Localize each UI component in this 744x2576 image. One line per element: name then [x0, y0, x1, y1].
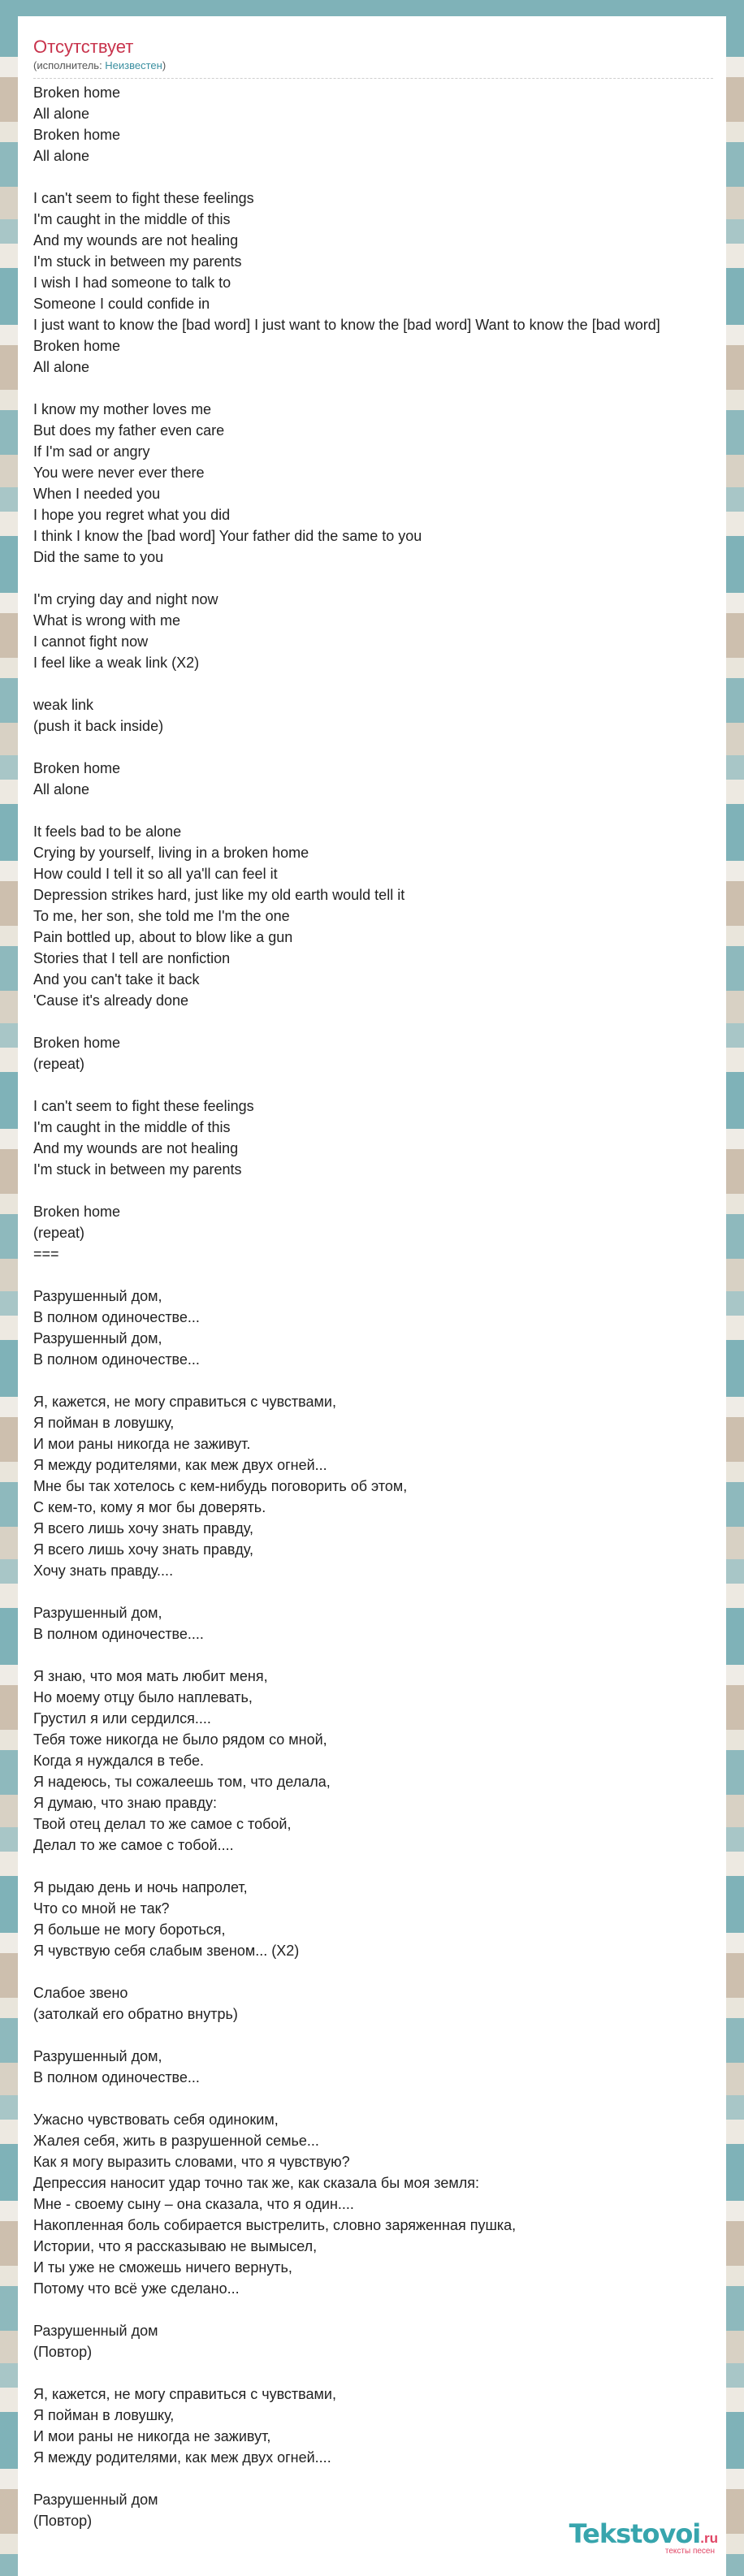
- logo-tld: .ru: [700, 2531, 718, 2546]
- artist-link[interactable]: Неизвестен: [105, 59, 162, 71]
- logo-main-text: Tekstovoi: [569, 2518, 701, 2549]
- logo-tagline: тексты песен: [664, 2547, 715, 2556]
- artist-prefix: (исполнитель:: [33, 59, 106, 71]
- artist-line: [33, 58, 713, 79]
- lyrics-text: Broken home All alone Broken home All alone I can't seem to fight these feelings I'm caught in the middle of this And my wounds are not healing I'm stuck in between my parents I wish I had someone to talk to Someone I could confide in I just want to know the [bad word] I just want to know the [bad word] Want to know the [bad word] Broken home All alone I know my mother loves me But does my father even care If I'm sad or angry You were never ever there When I needed you I hope you regret what you did I think I know the [bad word] Your father did the same to you Did the same to you I'm crying day and night now What is wrong with me I cannot fight now I feel like a weak link (X2) weak link (push it back inside) Broken home All alone It feels bad to be alone Crying by yourself, living in a broken home How could I tell it so all ya'll can feel it Depression strikes hard, just like my old earth would tell it To me, her son, she told me I'm the one Pain bottled up, about to blow like a gun Stories that I tell are nonfiction And you can't take it back 'Cause it's already done Broken home (repeat) I can't seem to fight these feelings I'm caught in the middle of this And my wounds are not healing I'm stuck in between my parents Broken home (repeat) === Разрушенный дом, В полном одиночестве... Разрушенный дом, В полном одиночестве... Я, кажется, не могу справиться с чувствами, Я пойман в ловушку, И мои раны никогда не заживут. Я между родителями, как меж двух огней... Мне бы так хотелось с кем-нибудь поговорить об этом, С кем-то, кому я мог бы доверять. Я всего лишь хочу знать правду, Я всего лишь хочу знать правду, Хочу знать правду.... Разрушенный дом, В полном одиночестве.... Я знаю, что моя мать любит меня, Но моему отцу было наплевать, Грустил я или сердился.... Тебя тоже никогда не было рядом со мной, Когда я нуждался в тебе. Я надеюсь, ты сожалеешь том, что делала, Я думаю, что знаю правду: Твой отец делал то же самое с тобой, Делал то же самое с тобой.... Я рыдаю день и ночь напролет, Что со мной не так? Я больше не могу бороться, Я чувствую себя слабым звеном... (X2) Слабое звено (затолкай его обратно внутрь) Разрушенный дом, В полном одиночестве... Ужасно чувствовать себя одиноким, Жалея себя, жить в разрушенной семье... Как я могу выразить словами, что я чувствую? Депрессия наносит удар точно так же, как сказала бы моя земля: Мне - своему сыну – она сказала, что я один.... Накопленная боль собирается выстрелить, словно заряженная пушка, Истории, что я рассказываю не вымысел, И ты уже не сможешь ничего вернуть, Потому что всё уже сделано... Разрушенный дом (Повтор) Я, кажется, не могу справиться с чувствами, Я пойман в ловушку, И мои раны не никогда не заживут, Я между родителями, как меж двух огней.... Разрушенный дом (Повтор): [33, 84, 660, 2529]
- logo-wordmark: [556, 2520, 718, 2548]
- artist-suffix: ): [162, 59, 167, 71]
- lyrics-card: [18, 16, 726, 2576]
- site-logo[interactable]: [556, 2520, 718, 2561]
- song-title: Отсутствует: [33, 37, 134, 57]
